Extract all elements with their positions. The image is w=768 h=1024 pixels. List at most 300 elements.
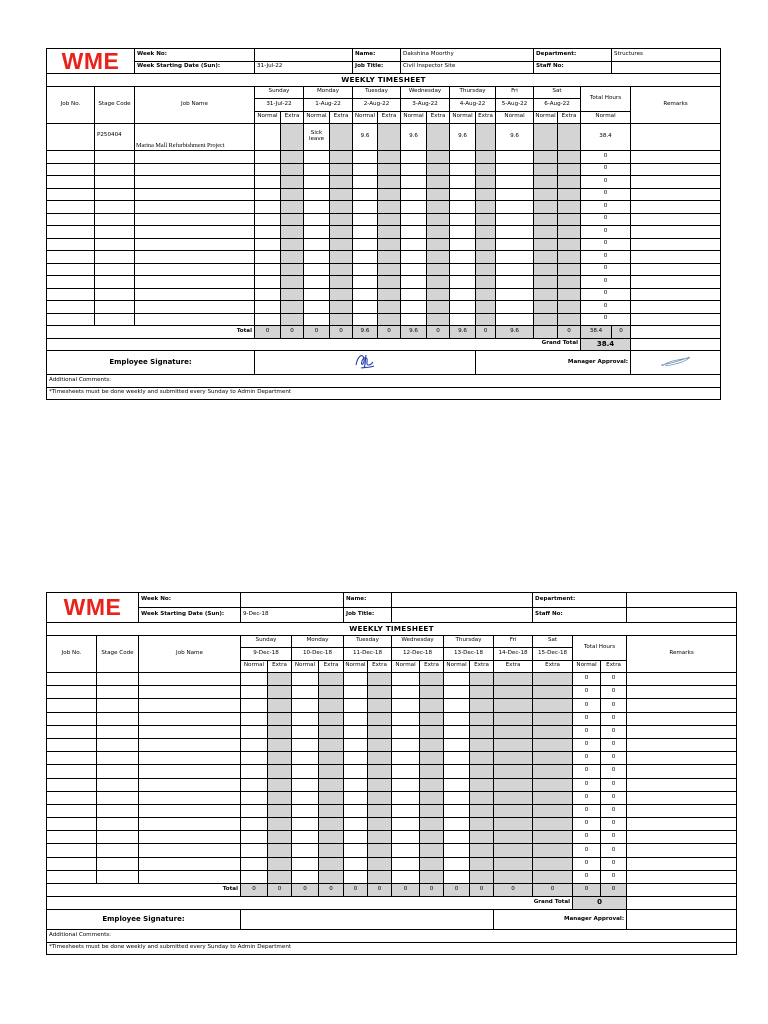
job-no-cell[interactable] — [47, 188, 95, 201]
hours-cell[interactable] — [470, 791, 494, 804]
hours-cell[interactable] — [268, 699, 292, 712]
hours-cell[interactable] — [476, 251, 496, 264]
job-no-cell[interactable] — [47, 844, 97, 857]
hours-cell[interactable] — [420, 778, 444, 791]
hours-cell[interactable] — [241, 738, 268, 751]
hours-cell[interactable] — [353, 176, 378, 189]
remarks-cell[interactable] — [631, 176, 721, 189]
hours-cell[interactable] — [420, 870, 444, 883]
job-no-cell[interactable] — [47, 213, 95, 226]
job-name-cell[interactable] — [135, 226, 255, 239]
hours-cell[interactable] — [330, 176, 353, 189]
hours-cell[interactable] — [330, 301, 353, 314]
hours-cell[interactable] — [494, 673, 533, 686]
job-name-cell[interactable] — [139, 804, 241, 817]
hours-cell[interactable] — [319, 857, 344, 870]
hours-cell[interactable] — [470, 752, 494, 765]
hours-cell[interactable] — [476, 201, 496, 214]
hours-cell[interactable] — [450, 201, 476, 214]
hours-cell[interactable] — [450, 238, 476, 251]
stage-code-cell[interactable] — [97, 765, 139, 778]
hours-cell[interactable] — [330, 251, 353, 264]
hours-cell[interactable] — [281, 176, 304, 189]
hours-cell[interactable] — [353, 201, 378, 214]
hours-cell[interactable] — [319, 804, 344, 817]
job-no-cell[interactable] — [47, 699, 97, 712]
hours-cell[interactable] — [344, 699, 368, 712]
hours-cell[interactable] — [304, 288, 330, 301]
hours-cell[interactable] — [401, 213, 427, 226]
hours-cell[interactable] — [558, 301, 581, 314]
hours-cell[interactable] — [496, 188, 534, 201]
hours-cell[interactable] — [292, 791, 319, 804]
hours-cell[interactable] — [534, 313, 558, 326]
hours-cell[interactable] — [319, 791, 344, 804]
job-no-cell[interactable] — [47, 791, 97, 804]
hours-cell[interactable] — [304, 226, 330, 239]
hours-cell[interactable] — [378, 288, 401, 301]
hours-cell[interactable] — [378, 301, 401, 314]
stage-code-cell[interactable] — [95, 313, 135, 326]
hours-cell[interactable] — [255, 151, 281, 164]
remarks-cell[interactable] — [627, 738, 737, 751]
stage-code-cell[interactable] — [97, 752, 139, 765]
hours-cell[interactable] — [378, 313, 401, 326]
hours-cell[interactable] — [392, 699, 420, 712]
hours-cell[interactable] — [450, 313, 476, 326]
hours-cell[interactable] — [368, 844, 392, 857]
hours-cell[interactable] — [401, 276, 427, 289]
staff-no-field[interactable] — [612, 61, 721, 74]
hours-cell[interactable] — [427, 263, 450, 276]
remarks-cell[interactable] — [627, 765, 737, 778]
hours-cell[interactable] — [292, 818, 319, 831]
hours-cell[interactable] — [533, 725, 573, 738]
hours-cell[interactable] — [533, 765, 573, 778]
hours-cell[interactable] — [444, 699, 470, 712]
stage-code-cell[interactable] — [95, 238, 135, 251]
hours-cell[interactable] — [304, 151, 330, 164]
hours-cell[interactable] — [476, 238, 496, 251]
hours-cell[interactable] — [558, 213, 581, 226]
hours-cell[interactable] — [533, 778, 573, 791]
hours-cell[interactable] — [281, 251, 304, 264]
hours-cell[interactable] — [368, 725, 392, 738]
hours-cell[interactable] — [304, 238, 330, 251]
hours-cell[interactable] — [344, 870, 368, 883]
hours-cell[interactable] — [444, 818, 470, 831]
hours-cell[interactable] — [344, 831, 368, 844]
hours-cell[interactable] — [476, 151, 496, 164]
job-name-cell[interactable] — [139, 738, 241, 751]
hours-cell[interactable] — [241, 818, 268, 831]
hours-cell[interactable] — [470, 712, 494, 725]
name-field[interactable] — [392, 593, 533, 608]
stage-code-cell[interactable] — [97, 738, 139, 751]
sat-extra-cell[interactable] — [558, 124, 581, 151]
stage-code-cell[interactable] — [97, 804, 139, 817]
hours-cell[interactable] — [420, 818, 444, 831]
hours-cell[interactable] — [392, 725, 420, 738]
remarks-cell[interactable] — [631, 124, 721, 151]
hours-cell[interactable] — [444, 844, 470, 857]
job-no-cell[interactable] — [47, 778, 97, 791]
job-no-cell[interactable] — [47, 301, 95, 314]
remarks-cell[interactable] — [631, 288, 721, 301]
additional-comments[interactable]: Additional Comments: — [47, 375, 721, 388]
hours-cell[interactable] — [533, 752, 573, 765]
hours-cell[interactable] — [241, 686, 268, 699]
hours-cell[interactable] — [444, 857, 470, 870]
stage-code-cell[interactable] — [95, 176, 135, 189]
hours-cell[interactable] — [292, 870, 319, 883]
hours-cell[interactable] — [496, 201, 534, 214]
hours-cell[interactable] — [420, 791, 444, 804]
remarks-cell[interactable] — [631, 238, 721, 251]
hours-cell[interactable] — [292, 831, 319, 844]
hours-cell[interactable] — [353, 301, 378, 314]
hours-cell[interactable] — [392, 791, 420, 804]
sun-normal-cell[interactable] — [255, 124, 281, 151]
hours-cell[interactable] — [534, 288, 558, 301]
hours-cell[interactable] — [392, 818, 420, 831]
stage-code-cell[interactable] — [97, 870, 139, 883]
remarks-cell[interactable] — [627, 778, 737, 791]
stage-code-cell[interactable] — [97, 673, 139, 686]
job-name-cell[interactable] — [139, 778, 241, 791]
hours-cell[interactable] — [401, 313, 427, 326]
hours-cell[interactable] — [444, 673, 470, 686]
hours-cell[interactable] — [319, 738, 344, 751]
hours-cell[interactable] — [494, 818, 533, 831]
hours-cell[interactable] — [255, 176, 281, 189]
hours-cell[interactable] — [319, 778, 344, 791]
stage-code-cell[interactable] — [97, 778, 139, 791]
hours-cell[interactable] — [392, 673, 420, 686]
hours-cell[interactable] — [268, 857, 292, 870]
hours-cell[interactable] — [427, 313, 450, 326]
additional-comments[interactable]: Additional Comments: — [47, 930, 737, 943]
hours-cell[interactable] — [353, 226, 378, 239]
remarks-cell[interactable] — [627, 818, 737, 831]
hours-cell[interactable] — [494, 844, 533, 857]
job-name-cell[interactable] — [135, 251, 255, 264]
hours-cell[interactable] — [378, 276, 401, 289]
hours-cell[interactable] — [268, 712, 292, 725]
hours-cell[interactable] — [392, 752, 420, 765]
hours-cell[interactable] — [496, 251, 534, 264]
stage-code-cell[interactable] — [95, 288, 135, 301]
hours-cell[interactable] — [344, 752, 368, 765]
hours-cell[interactable] — [470, 673, 494, 686]
employee-signature[interactable] — [241, 910, 494, 930]
hours-cell[interactable] — [319, 752, 344, 765]
hours-cell[interactable] — [304, 213, 330, 226]
job-no-cell[interactable] — [47, 857, 97, 870]
hours-cell[interactable] — [378, 201, 401, 214]
hours-cell[interactable] — [241, 765, 268, 778]
remarks-cell[interactable] — [627, 686, 737, 699]
hours-cell[interactable] — [476, 163, 496, 176]
hours-cell[interactable] — [558, 163, 581, 176]
job-name-cell[interactable] — [139, 831, 241, 844]
hours-cell[interactable] — [344, 857, 368, 870]
stage-code-cell[interactable] — [97, 686, 139, 699]
hours-cell[interactable] — [255, 238, 281, 251]
remarks-cell[interactable] — [627, 699, 737, 712]
hours-cell[interactable] — [378, 176, 401, 189]
hours-cell[interactable] — [470, 778, 494, 791]
remarks-cell[interactable] — [627, 725, 737, 738]
job-no-cell[interactable] — [47, 313, 95, 326]
hours-cell[interactable] — [533, 818, 573, 831]
job-no-cell[interactable] — [47, 226, 95, 239]
staff-no-field[interactable] — [627, 608, 737, 623]
hours-cell[interactable] — [401, 238, 427, 251]
hours-cell[interactable] — [470, 725, 494, 738]
hours-cell[interactable] — [330, 201, 353, 214]
hours-cell[interactable] — [444, 725, 470, 738]
hours-cell[interactable] — [255, 163, 281, 176]
stage-code-cell[interactable] — [97, 791, 139, 804]
hours-cell[interactable] — [494, 738, 533, 751]
hours-cell[interactable] — [281, 188, 304, 201]
hours-cell[interactable] — [319, 765, 344, 778]
hours-cell[interactable] — [268, 765, 292, 778]
hours-cell[interactable] — [420, 686, 444, 699]
remarks-cell[interactable] — [627, 804, 737, 817]
hours-cell[interactable] — [558, 151, 581, 164]
hours-cell[interactable] — [444, 778, 470, 791]
hours-cell[interactable] — [470, 870, 494, 883]
job-no-cell[interactable] — [47, 201, 95, 214]
hours-cell[interactable] — [241, 844, 268, 857]
hours-cell[interactable] — [427, 226, 450, 239]
stage-code-cell[interactable] — [95, 201, 135, 214]
hours-cell[interactable] — [444, 831, 470, 844]
hours-cell[interactable] — [281, 276, 304, 289]
hours-cell[interactable] — [319, 870, 344, 883]
hours-cell[interactable] — [558, 238, 581, 251]
hours-cell[interactable] — [378, 226, 401, 239]
hours-cell[interactable] — [533, 712, 573, 725]
hours-cell[interactable] — [368, 818, 392, 831]
hours-cell[interactable] — [450, 176, 476, 189]
hours-cell[interactable] — [368, 699, 392, 712]
hours-cell[interactable] — [241, 831, 268, 844]
hours-cell[interactable] — [292, 686, 319, 699]
hours-cell[interactable] — [450, 151, 476, 164]
stage-code-cell[interactable] — [95, 163, 135, 176]
hours-cell[interactable] — [420, 765, 444, 778]
hours-cell[interactable] — [420, 844, 444, 857]
hours-cell[interactable] — [427, 213, 450, 226]
job-no-cell[interactable] — [47, 176, 95, 189]
job-title-field[interactable]: Civil Inspector Site — [401, 61, 534, 74]
hours-cell[interactable] — [378, 213, 401, 226]
hours-cell[interactable] — [496, 226, 534, 239]
hours-cell[interactable] — [392, 778, 420, 791]
hours-cell[interactable] — [420, 831, 444, 844]
hours-cell[interactable] — [444, 738, 470, 751]
hours-cell[interactable] — [533, 844, 573, 857]
hours-cell[interactable] — [281, 263, 304, 276]
hours-cell[interactable] — [496, 313, 534, 326]
stage-code-cell[interactable] — [95, 301, 135, 314]
hours-cell[interactable] — [420, 738, 444, 751]
hours-cell[interactable] — [392, 870, 420, 883]
hours-cell[interactable] — [292, 699, 319, 712]
job-name-cell[interactable] — [139, 752, 241, 765]
hours-cell[interactable] — [401, 201, 427, 214]
hours-cell[interactable] — [304, 251, 330, 264]
job-name-cell[interactable] — [135, 276, 255, 289]
hours-cell[interactable] — [392, 712, 420, 725]
job-no-cell[interactable] — [47, 725, 97, 738]
hours-cell[interactable] — [450, 213, 476, 226]
hours-cell[interactable] — [241, 673, 268, 686]
hours-cell[interactable] — [255, 313, 281, 326]
stage-code-cell[interactable] — [97, 818, 139, 831]
hours-cell[interactable] — [368, 791, 392, 804]
hours-cell[interactable] — [494, 857, 533, 870]
remarks-cell[interactable] — [627, 844, 737, 857]
hours-cell[interactable] — [401, 301, 427, 314]
hours-cell[interactable] — [476, 176, 496, 189]
hours-cell[interactable] — [494, 686, 533, 699]
job-name-cell[interactable] — [135, 263, 255, 276]
hours-cell[interactable] — [344, 712, 368, 725]
hours-cell[interactable] — [292, 844, 319, 857]
hours-cell[interactable] — [427, 201, 450, 214]
hours-cell[interactable] — [533, 804, 573, 817]
remarks-cell[interactable] — [627, 752, 737, 765]
hours-cell[interactable] — [353, 251, 378, 264]
hours-cell[interactable] — [470, 738, 494, 751]
job-no-cell[interactable] — [47, 263, 95, 276]
hours-cell[interactable] — [268, 831, 292, 844]
job-name-cell[interactable] — [139, 844, 241, 857]
hours-cell[interactable] — [470, 844, 494, 857]
stage-code-cell[interactable] — [97, 725, 139, 738]
hours-cell[interactable] — [392, 831, 420, 844]
stage-code-cell[interactable] — [95, 188, 135, 201]
hours-cell[interactable] — [470, 804, 494, 817]
job-name-cell[interactable] — [135, 313, 255, 326]
employee-signature[interactable] — [255, 351, 476, 375]
hours-cell[interactable] — [241, 804, 268, 817]
hours-cell[interactable] — [378, 163, 401, 176]
hours-cell[interactable] — [281, 301, 304, 314]
hours-cell[interactable] — [558, 201, 581, 214]
hours-cell[interactable] — [241, 857, 268, 870]
hours-cell[interactable] — [344, 725, 368, 738]
stage-code-cell[interactable] — [97, 844, 139, 857]
remarks-cell[interactable] — [627, 870, 737, 883]
hours-cell[interactable] — [496, 163, 534, 176]
hours-cell[interactable] — [368, 673, 392, 686]
job-name-cell[interactable] — [139, 857, 241, 870]
hours-cell[interactable] — [427, 151, 450, 164]
week-no-field[interactable] — [241, 593, 344, 608]
hours-cell[interactable] — [401, 176, 427, 189]
hours-cell[interactable] — [255, 263, 281, 276]
hours-cell[interactable] — [392, 844, 420, 857]
wed-extra-cell[interactable] — [427, 124, 450, 151]
hours-cell[interactable] — [444, 791, 470, 804]
hours-cell[interactable] — [255, 276, 281, 289]
remarks-cell[interactable] — [627, 712, 737, 725]
job-no-cell[interactable] — [47, 738, 97, 751]
hours-cell[interactable] — [268, 752, 292, 765]
hours-cell[interactable] — [450, 301, 476, 314]
hours-cell[interactable] — [494, 712, 533, 725]
hours-cell[interactable] — [319, 712, 344, 725]
hours-cell[interactable] — [319, 673, 344, 686]
hours-cell[interactable] — [281, 238, 304, 251]
hours-cell[interactable] — [494, 725, 533, 738]
hours-cell[interactable] — [401, 288, 427, 301]
hours-cell[interactable] — [353, 213, 378, 226]
hours-cell[interactable] — [268, 791, 292, 804]
hours-cell[interactable] — [292, 778, 319, 791]
hours-cell[interactable] — [344, 765, 368, 778]
job-name-cell[interactable]: Marina Mall Refurbishment Project — [135, 124, 255, 151]
job-no-cell[interactable] — [47, 151, 95, 164]
hours-cell[interactable] — [255, 226, 281, 239]
hours-cell[interactable] — [470, 686, 494, 699]
hours-cell[interactable] — [401, 251, 427, 264]
job-name-cell[interactable] — [139, 791, 241, 804]
stage-code-cell[interactable] — [97, 699, 139, 712]
hours-cell[interactable] — [427, 188, 450, 201]
hours-cell[interactable] — [420, 752, 444, 765]
hours-cell[interactable] — [330, 163, 353, 176]
hours-cell[interactable] — [368, 857, 392, 870]
hours-cell[interactable] — [450, 163, 476, 176]
hours-cell[interactable] — [494, 831, 533, 844]
hours-cell[interactable] — [427, 251, 450, 264]
hours-cell[interactable] — [496, 151, 534, 164]
hours-cell[interactable] — [533, 870, 573, 883]
hours-cell[interactable] — [353, 288, 378, 301]
hours-cell[interactable] — [378, 188, 401, 201]
hours-cell[interactable] — [330, 213, 353, 226]
hours-cell[interactable] — [344, 818, 368, 831]
hours-cell[interactable] — [496, 263, 534, 276]
hours-cell[interactable] — [241, 699, 268, 712]
hours-cell[interactable] — [344, 791, 368, 804]
hours-cell[interactable] — [392, 804, 420, 817]
week-starting-field[interactable]: 31-Jul-22 — [255, 61, 353, 74]
hours-cell[interactable] — [401, 151, 427, 164]
sat-normal-cell[interactable] — [534, 124, 558, 151]
hours-cell[interactable] — [304, 163, 330, 176]
hours-cell[interactable] — [292, 738, 319, 751]
hours-cell[interactable] — [378, 238, 401, 251]
hours-cell[interactable] — [268, 673, 292, 686]
hours-cell[interactable] — [420, 673, 444, 686]
hours-cell[interactable] — [353, 151, 378, 164]
stage-code-cell[interactable] — [95, 263, 135, 276]
hours-cell[interactable] — [281, 201, 304, 214]
hours-cell[interactable] — [494, 870, 533, 883]
hours-cell[interactable] — [534, 176, 558, 189]
hours-cell[interactable] — [368, 752, 392, 765]
hours-cell[interactable] — [368, 804, 392, 817]
job-name-cell[interactable] — [135, 188, 255, 201]
remarks-cell[interactable] — [631, 226, 721, 239]
